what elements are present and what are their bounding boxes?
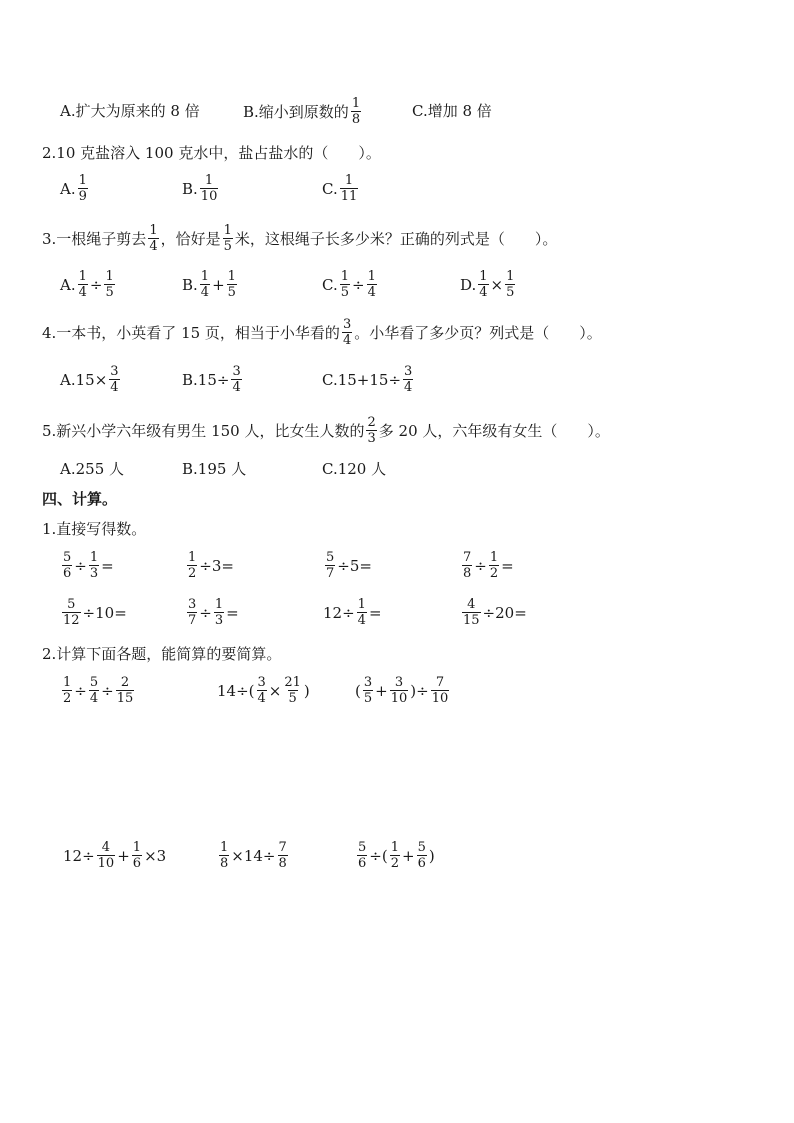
fraction: $\frac{4}{15}$ [463,597,480,628]
fraction: $\frac{3}{4}$ [342,317,352,348]
fraction: $\frac{1}{10}$ [200,173,218,204]
question-5: 5.新兴小学六年级有男生 150 人，比女生人数的 $\frac{2}{3}$ 多 20 人，六年级有女生（ ）。 [42,415,610,446]
option-text: 增加 8 倍 [427,102,492,120]
q5-option-b: B. 195 人 [182,459,247,478]
fraction: $\frac{7}{8}$ [278,840,287,871]
calc-expression: $\frac{1}{8}$ ×14÷ $\frac{7}{8}$ [220,840,287,871]
fraction: $\frac{5}{6}$ [417,840,426,871]
q2-option-a: A. $\frac{1}{9}$ [60,173,87,204]
fraction: $\frac{3}{4}$ [232,364,241,395]
calc-item: 12÷ $\frac{1}{4}$ = [323,597,382,628]
option-text: 扩大为原来的 8 倍 [75,102,200,120]
fraction: $\frac{1}{2}$ [390,840,399,871]
calc-item: $\frac{4}{15}$ ÷20= [463,597,527,628]
calc-item: $\frac{1}{2}$ ÷3= [188,550,234,581]
q2-option-b: B. $\frac{1}{10}$ [182,173,218,204]
fraction: $\frac{1}{2}$ [489,550,499,581]
fraction: $\frac{3}{10}$ [390,675,408,706]
fraction: $\frac{1}{2}$ [63,675,72,706]
fraction: $\frac{1}{4}$ [479,269,488,300]
calc-item: $\frac{5}{12}$ ÷10= [63,597,127,628]
q3-option-c: C. $\frac{1}{5}$ ÷ $\frac{1}{4}$ [322,269,376,300]
q2-option-c: C. $\frac{1}{11}$ [322,173,358,204]
q1-option-a [60,100,200,121]
q1-option-c [412,100,492,121]
q4-option-b: B. 15÷ $\frac{3}{4}$ [182,364,241,395]
question-4: 4.一本书，小英看了 15 页，相当于小华看的 $\frac{3}{4}$ 。小华看了多少页？列式是（ ）。 [42,317,602,348]
fraction: $\frac{1}{3}$ [89,550,99,581]
calc-expression: $\frac{1}{2}$ ÷ $\frac{5}{4}$ ÷ $\frac{2}{15}$ [63,675,134,706]
q3-option-b: B. $\frac{1}{4}$ + $\frac{1}{5}$ [182,269,236,300]
subsection-title: 1.直接写得数。 [42,520,147,538]
fraction: $\frac{5}{4}$ [89,675,99,706]
fraction: $\frac{7}{10}$ [431,675,449,706]
option-text: 缩小到原数的 [258,103,349,121]
calc-item: $\frac{5}{7}$ ÷5= [326,550,372,581]
calc-expression: $\frac{5}{6}$ ÷( $\frac{1}{2}$ + $\frac{5}{6}$ ) [358,840,435,871]
calc-item: $\frac{3}{7}$ ÷ $\frac{1}{3}$ = [188,597,239,628]
fraction: $\frac{1}{5}$ [227,269,236,300]
q4-option-a: A. 15× $\frac{3}{4}$ [60,364,119,395]
fraction: $\frac{1}{4}$ [367,269,376,300]
calc-expression: 12÷ $\frac{4}{10}$ + $\frac{1}{6}$ ×3 [63,840,167,871]
fraction: $\frac{5}{12}$ [63,597,80,628]
fraction: $\frac{1}{5}$ [506,269,515,300]
question-3: 3.一根绳子剪去 $\frac{1}{4}$ ，恰好是 $\frac{1}{5}$ 米，这根绳子长多少米？正确的列式是（ ）。 [42,223,558,254]
q5-option-c: C. 120 人 [322,459,387,478]
fraction: $\frac{1}{6}$ [132,840,142,871]
calc-expression: ( $\frac{3}{5}$ + $\frac{3}{10}$ )÷ $\frac{7}{10}$ [355,675,449,706]
fraction: $\frac{1}{8}$ [220,840,229,871]
fraction: $\frac{1}{4}$ [149,223,158,254]
fraction: $\frac{3}{4}$ [110,364,119,395]
fraction: $\frac{3}{4}$ [257,675,266,706]
fraction: $\frac{2}{3}$ [367,415,376,446]
q1-option-b [243,97,363,126]
section-heading: 四、计算。 [42,490,118,508]
fraction: $\frac{1}{4}$ [357,597,366,628]
option-label: C. [412,101,428,120]
fraction: $\frac{1}{5}$ [340,269,349,300]
fraction: $\frac{1}{11}$ [340,173,358,204]
calc-item: $\frac{5}{6}$ ÷ $\frac{1}{3}$ = [63,550,114,581]
fraction: $\frac{5}{6}$ [63,550,72,581]
fraction: $\frac{1}{2}$ [188,550,197,581]
option-label: B. [243,102,259,121]
fraction: $\frac{5}{7}$ [326,550,335,581]
q3-option-d: D. $\frac{1}{4}$ × $\frac{1}{5}$ [460,269,515,300]
fraction: $\frac{1}{4}$ [200,269,210,300]
fraction: $\frac{21}{5}$ [284,675,301,706]
fraction: $\frac{3}{5}$ [363,675,373,706]
question-2: 2.10 克盐溶入 100 克水中，盐占盐水的（ ）。 [42,144,381,162]
fraction: $\frac{3}{7}$ [188,597,197,628]
fraction: $\frac{1}{9}$ [78,173,87,204]
option-label: A. [60,101,76,120]
fraction: $\frac{4}{10}$ [97,840,115,871]
fraction: $\frac{3}{4}$ [404,364,413,395]
calc-expression: 14÷( $\frac{3}{4}$ × $\frac{21}{5}$ ) [217,675,310,706]
calc-item: $\frac{7}{8}$ ÷ $\frac{1}{2}$ = [463,550,514,581]
fraction: $\frac{7}{8}$ [463,550,472,581]
q4-option-c: C. 15+15÷ $\frac{3}{4}$ [322,364,413,395]
fraction: $\frac{1}{5}$ [105,269,114,300]
fraction: $\frac{1}{3}$ [214,597,224,628]
subsection-title: 2.计算下面各题，能简算的要简算。 [42,645,282,663]
q3-option-a: A. $\frac{1}{4}$ ÷ $\frac{1}{5}$ [60,269,114,300]
q5-option-a: A. 255 人 [60,459,125,478]
question-stem: 2.10 克盐溶入 100 克水中，盐占盐水的（ [42,144,329,162]
fraction: $\frac{5}{6}$ [358,840,367,871]
fraction: $\frac{1}{5}$ [223,223,232,254]
fraction: $\frac{2}{15}$ [116,675,134,706]
fraction: $\frac{1}{8}$ [351,96,361,127]
fraction: $\frac{1}{4}$ [78,269,87,300]
